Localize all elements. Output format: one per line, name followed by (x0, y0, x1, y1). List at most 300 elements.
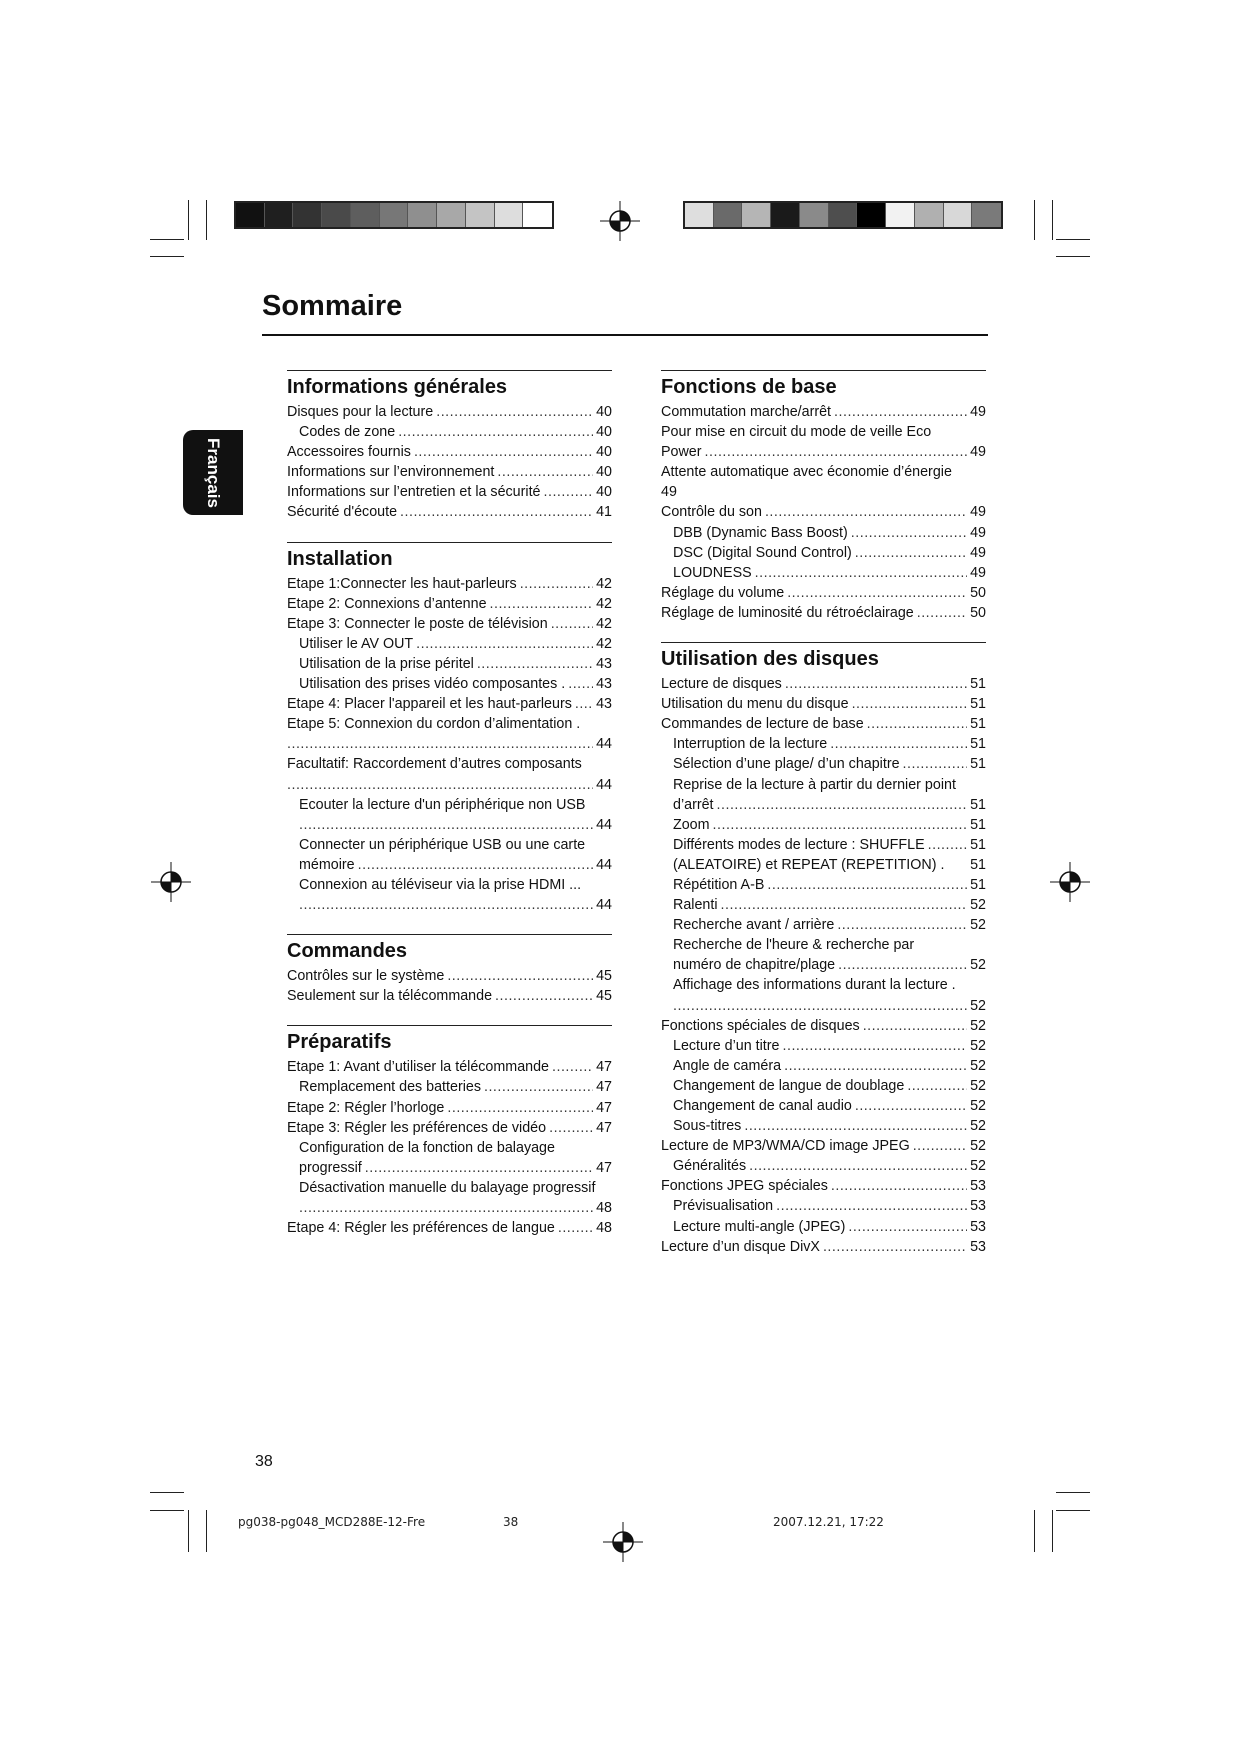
toc-entry-text: Changement de langue de doublage (673, 1077, 905, 1094)
toc-entry-page: 53 (970, 1238, 986, 1255)
toc-entry-continuation[interactable] (287, 895, 612, 915)
leader-dots (755, 563, 967, 583)
toc-section (287, 1025, 612, 1238)
leader-dots (551, 614, 593, 634)
leader-dots (477, 654, 593, 674)
toc-entry-text: progressif (299, 1159, 362, 1176)
toc-entry[interactable]: Connecter un périphérique USB ou une carte (299, 836, 586, 853)
leader-dots (544, 482, 594, 502)
leader-dots (490, 594, 594, 614)
footer-page: 38 (503, 1515, 519, 1529)
toc-entry-page: 52 (970, 1037, 986, 1054)
toc-section (287, 542, 612, 916)
leader-dots (913, 1136, 967, 1156)
toc-entry-continuation[interactable] (661, 795, 986, 815)
leader-dots (767, 875, 967, 895)
toc-entry-text: Accessoires fournis (287, 444, 411, 461)
toc-entry-page: 53 (970, 1198, 986, 1215)
toc-entry-page: 49 (970, 444, 986, 461)
color-swatch (380, 203, 409, 227)
toc-entry[interactable]: Attente automatique avec économie d’énergie (661, 464, 952, 481)
toc-entry[interactable] (661, 502, 986, 522)
toc-entry-text: mémoire (299, 856, 355, 873)
color-swatch (972, 203, 1001, 227)
toc-entry-text: d’arrêt (673, 796, 714, 813)
toc-entry-page: 51 (970, 816, 986, 833)
toc-entry-text: Commandes de lecture de base (661, 716, 864, 733)
toc-entry-page: 53 (970, 1218, 986, 1235)
toc-entry[interactable]: Affichage des informations durant la lecture . (673, 977, 956, 994)
toc-entry[interactable] (661, 915, 986, 935)
toc-entry-text: Réglage de luminosité du rétroéclairage (661, 604, 914, 621)
leader-dots (287, 775, 593, 795)
color-calibration-bar-right (683, 201, 1003, 229)
toc-entry[interactable] (661, 1096, 986, 1116)
toc-entry-text: Etape 1:Connecter les haut-parleurs (287, 575, 517, 592)
toc-entry-continuation[interactable] (287, 1198, 612, 1218)
toc-entry-page: 51 (970, 756, 986, 773)
toc-entry-continuation[interactable] (661, 996, 986, 1016)
toc-entry-continuation[interactable] (661, 442, 986, 462)
toc-entry-page: 52 (970, 1118, 986, 1135)
color-swatch (466, 203, 495, 227)
toc-entry-text: Etape 4: Régler les préférences de langue (287, 1220, 555, 1237)
leader-dots (783, 1036, 968, 1056)
leader-dots (776, 1196, 967, 1216)
leader-dots (834, 402, 967, 422)
toc-entry[interactable]: Pour mise en circuit du mode de veille Eco (661, 424, 932, 441)
toc-entry-text: Etape 1: Avant d’utiliser la télécommande (287, 1059, 550, 1076)
toc-entry[interactable] (661, 1056, 986, 1076)
toc-entry-page: 44 (596, 736, 612, 753)
toc-entry-page: 49 (970, 544, 986, 561)
toc-entry-text: DBB (Dynamic Bass Boost) (673, 524, 848, 541)
toc-entry-page: 52 (970, 917, 986, 934)
toc-entry-text: Informations sur l’environnement (287, 464, 495, 481)
toc-entry-page: 49 (970, 564, 986, 581)
leader-dots (414, 442, 593, 462)
toc-entry-page: 45 (596, 988, 612, 1005)
toc-entry[interactable] (661, 1116, 986, 1136)
toc-entry-page: 42 (596, 575, 612, 592)
toc-entry[interactable] (661, 895, 986, 915)
color-swatch (886, 203, 915, 227)
leader-dots (713, 815, 968, 835)
leader-dots (744, 1116, 967, 1136)
leader-dots (831, 1176, 967, 1196)
toc-entry[interactable] (287, 402, 612, 422)
color-calibration-bar-left (234, 201, 554, 229)
leader-dots (568, 674, 593, 694)
leader-dots (484, 1077, 593, 1097)
leader-dots (863, 1016, 967, 1036)
toc-entry-page: 52 (970, 1017, 986, 1034)
toc-entry[interactable] (661, 1016, 986, 1036)
color-swatch (944, 203, 973, 227)
crop-mark (1056, 239, 1090, 240)
toc-entry-page: 52 (970, 997, 986, 1014)
toc-entry-text: Interruption de la lecture (673, 736, 828, 753)
color-swatch (408, 203, 437, 227)
crop-mark (1056, 1492, 1090, 1493)
toc-entry-page: 51 (970, 736, 986, 753)
toc-entry[interactable] (287, 502, 612, 522)
toc-entry-page: 47 (596, 1159, 612, 1176)
toc-entry-page: 47 (596, 1079, 612, 1096)
toc-entry-text: Fonctions JPEG spéciales (661, 1178, 828, 1195)
leader-dots (830, 734, 967, 754)
toc-entry[interactable] (287, 966, 612, 986)
toc-entry-page: 42 (596, 595, 612, 612)
color-swatch (322, 203, 351, 227)
toc-section (287, 370, 612, 523)
leader-dots (907, 1076, 967, 1096)
section-heading: Fonctions de base (661, 376, 837, 398)
color-swatch (236, 203, 265, 227)
color-swatch (915, 203, 944, 227)
toc-entry-text: Lecture d’un titre (673, 1037, 780, 1054)
crop-mark (150, 239, 184, 240)
toc-entry[interactable] (287, 674, 612, 694)
registration-target-icon (600, 201, 640, 241)
crop-mark (1034, 1510, 1035, 1552)
toc-entry[interactable] (661, 1196, 986, 1216)
crop-mark (150, 256, 184, 257)
toc-entry-text: Etape 3: Régler les préférences de vidéo (287, 1119, 547, 1136)
toc-entry-text: DSC (Digital Sound Control) (673, 544, 852, 561)
color-swatch (714, 203, 743, 227)
toc-entry-page: 41 (596, 504, 612, 521)
toc-entry-text: numéro de chapitre/plage (673, 957, 836, 974)
toc-entry-text: Etape 2: Connexions d’antenne (287, 595, 487, 612)
toc-entry-page: 51 (970, 876, 986, 893)
toc-entry-page: 48 (596, 1200, 612, 1216)
crop-mark (206, 200, 207, 240)
crop-mark (1052, 200, 1053, 240)
color-swatch (495, 203, 524, 227)
toc-entry-text: Lecture d’un disque DivX (661, 1238, 820, 1255)
toc-entry[interactable]: Configuration de la fonction de balayage (299, 1139, 555, 1156)
toc-entry-page: 52 (970, 1077, 986, 1094)
toc-entry-page: 52 (970, 1057, 986, 1074)
toc-entry-page: 43 (596, 696, 612, 713)
toc-entry-text: Ralenti (673, 897, 718, 914)
language-tab (183, 430, 243, 515)
toc-entry-text: Recherche avant / arrière (673, 917, 835, 934)
toc-entry-continuation[interactable] (287, 815, 612, 835)
toc-entry-text: Utiliser le AV OUT (299, 635, 414, 652)
leader-dots (705, 442, 968, 462)
toc-entry[interactable] (661, 714, 986, 734)
toc-entry[interactable] (661, 835, 986, 855)
toc-entry[interactable] (287, 1098, 612, 1118)
toc-entry[interactable] (661, 815, 986, 835)
color-swatch (800, 203, 829, 227)
toc-entry-text: Changement de canal audio (673, 1098, 852, 1114)
toc-entry-page: 50 (970, 584, 986, 601)
toc-entry-page: 40 (596, 484, 612, 501)
toc-entry-page: 48 (596, 1220, 612, 1237)
toc-entry-text: Codes de zone (299, 424, 396, 441)
toc-entry[interactable] (661, 583, 986, 603)
color-swatch (523, 203, 552, 227)
toc-entry-page: 49 (970, 524, 986, 541)
toc-entry-page: 44 (596, 856, 612, 873)
toc-entry[interactable] (287, 442, 612, 462)
toc-entry-page: 47 (596, 1099, 612, 1116)
toc-entry[interactable] (661, 603, 986, 623)
toc-entry-page: 49 (970, 404, 986, 420)
toc-entry[interactable] (661, 694, 986, 714)
toc-entry-page: 43 (596, 655, 612, 672)
toc-entry-text: Zoom (673, 816, 710, 833)
toc-entry-text: Prévisualisation (673, 1198, 774, 1215)
toc-left-column (287, 370, 612, 1257)
color-swatch (771, 203, 800, 227)
toc-entry-page: 52 (970, 1138, 986, 1155)
toc-entry-page: 42 (596, 635, 612, 652)
toc-entry[interactable]: Etape 5: Connexion du cordon d’alimentation . (287, 716, 581, 733)
toc-entry-continuation[interactable] (287, 775, 612, 795)
color-swatch (829, 203, 858, 227)
leader-dots (558, 1218, 593, 1238)
toc-entry-text: Contrôles sur le système (287, 968, 445, 985)
toc-entry-text: Sous-titres (673, 1118, 742, 1135)
toc-entry[interactable] (661, 734, 986, 754)
toc-entry-text: Utilisation des prises vidéo composantes . (299, 676, 566, 693)
toc-entry[interactable] (661, 1176, 986, 1196)
toc-entry-page: 53 (970, 1178, 986, 1195)
toc-entry[interactable] (661, 1217, 986, 1237)
toc-entry-page: 40 (596, 424, 612, 441)
toc-entry-page: 50 (970, 604, 986, 621)
toc-entry-page: 52 (970, 957, 986, 974)
leader-dots (299, 815, 593, 835)
toc-entry-text: Différents modes de lecture : SHUFFLE (673, 836, 925, 853)
toc-entry-page: 51 (970, 676, 986, 693)
toc-section (661, 370, 986, 623)
toc-entry-text: Commutation marche/arrêt (661, 404, 832, 420)
leader-dots (837, 915, 967, 935)
leader-dots (903, 754, 968, 774)
toc-entry-text: Lecture multi-angle (JPEG) (673, 1218, 846, 1235)
toc-entry-text: Informations sur l’entretien et la sécurité (287, 484, 541, 501)
toc-entry-text: Lecture de disques (661, 676, 782, 693)
toc-entry[interactable] (287, 986, 612, 1006)
toc-entry[interactable] (661, 1136, 986, 1156)
toc-entry-text: LOUDNESS (673, 564, 752, 581)
toc-entry-page: 45 (596, 968, 612, 985)
toc-entry-page: 49 (970, 504, 986, 521)
crop-mark (206, 1510, 207, 1552)
toc-entry-continuation[interactable] (287, 1158, 612, 1178)
registration-target-icon (603, 1522, 643, 1562)
toc-entry[interactable] (661, 1076, 986, 1096)
toc-right-column (661, 370, 986, 1276)
page-number: 38 (255, 1453, 273, 1470)
leader-dots (917, 603, 967, 623)
toc-entry[interactable]: Désactivation manuelle du balayage progressif (299, 1179, 596, 1196)
toc-entry-page: 44 (596, 816, 612, 833)
toc-entry[interactable] (287, 1118, 612, 1138)
toc-entry-page: 51 (970, 716, 986, 733)
toc-entry-page: 51 (970, 796, 986, 813)
leader-dots (928, 835, 967, 855)
toc-entry[interactable] (661, 1036, 986, 1056)
leader-dots (575, 694, 593, 714)
toc-entry-page: 52 (970, 897, 986, 914)
leader-dots (784, 1056, 967, 1076)
leader-dots (549, 1118, 593, 1138)
leader-dots (552, 1057, 593, 1077)
leader-dots (721, 895, 968, 915)
toc-entry-page: 42 (596, 615, 612, 632)
section-heading: Commandes (287, 940, 408, 963)
leader-dots (299, 1198, 593, 1218)
section-heading: Informations générales (287, 376, 508, 398)
leader-dots (848, 1217, 967, 1237)
section-heading: Installation (287, 547, 393, 570)
toc-entry[interactable]: Reprise de la lecture à partir du dernier point (673, 776, 956, 793)
crop-mark (1056, 256, 1090, 257)
toc-entry-text: Angle de caméra (673, 1057, 782, 1074)
leader-dots (673, 996, 967, 1016)
toc-entry[interactable]: Connexion au téléviseur via la prise HDMI ... (299, 876, 582, 893)
registration-target-icon (151, 862, 191, 902)
registration-target-icon (1050, 862, 1090, 902)
toc-section (287, 934, 612, 1006)
toc-entry[interactable] (287, 634, 612, 654)
toc-entry[interactable] (661, 875, 986, 895)
leader-dots (358, 855, 593, 875)
toc-entry-page: 51 (970, 856, 986, 873)
toc-entry-continuation[interactable] (287, 734, 612, 754)
toc-entry[interactable]: Recherche de l'heure & recherche par (673, 937, 915, 954)
color-swatch (857, 203, 886, 227)
toc-entry-page: 40 (596, 404, 612, 420)
toc-entry[interactable] (287, 462, 612, 482)
toc-entry[interactable] (287, 574, 612, 594)
footer-date: 2007.12.21, 17:22 (773, 1515, 884, 1529)
toc-entry[interactable] (287, 654, 612, 674)
toc-entry-text: Remplacement des batteries (299, 1079, 481, 1096)
toc-entry-text: Sélection d’une plage/ d’un chapitre (673, 756, 900, 773)
crop-mark (1034, 200, 1035, 240)
toc-section (661, 642, 986, 1257)
toc-entry-text: Power (661, 444, 702, 461)
toc-entry[interactable] (287, 594, 612, 614)
toc-entry-page: 51 (970, 696, 986, 713)
toc-entry-text: Contrôle du son (661, 504, 762, 521)
crop-mark (1056, 1510, 1090, 1511)
toc-entry[interactable] (287, 1057, 612, 1077)
toc-entry[interactable] (661, 563, 986, 583)
section-heading: Utilisation des disques (661, 648, 879, 671)
toc-entry-text: Utilisation de la prise péritel (299, 655, 474, 672)
toc-entry-page: 51 (970, 836, 986, 853)
page-title: Sommaire (262, 290, 403, 322)
language-tab-label: Français (204, 437, 223, 508)
crop-mark (150, 1492, 184, 1493)
toc-entry-page: 40 (596, 464, 612, 481)
toc-entry[interactable] (287, 1218, 612, 1238)
leader-dots (497, 462, 593, 482)
leader-dots (447, 1098, 593, 1118)
leader-dots (749, 1156, 967, 1176)
toc-entry-text: Seulement sur la télécommande (287, 988, 493, 1005)
toc-entry[interactable] (287, 482, 612, 502)
toc-entry-page: 52 (970, 1098, 986, 1114)
leader-dots (495, 986, 593, 1006)
leader-dots (717, 795, 968, 815)
crop-mark (188, 1510, 189, 1552)
leader-dots (400, 502, 593, 522)
toc-entry[interactable] (661, 855, 986, 875)
color-swatch (685, 203, 714, 227)
toc-entry-text: Répétition A-B (673, 876, 765, 893)
color-swatch (265, 203, 294, 227)
leader-dots (436, 402, 593, 422)
toc-entry[interactable] (661, 674, 986, 694)
toc-entry-continuation[interactable] (661, 955, 986, 975)
toc-entry-page: 43 (596, 676, 612, 693)
leader-dots (299, 895, 593, 915)
toc-entry[interactable] (661, 1237, 986, 1257)
toc-entry[interactable]: Ecouter la lecture d'un périphérique non USB (299, 796, 586, 813)
toc-entry-text: Etape 2: Régler l’horloge (287, 1099, 445, 1116)
toc-entry-page: 47 (596, 1059, 612, 1076)
toc-entry-continuation[interactable] (287, 855, 612, 875)
leader-dots (855, 1096, 967, 1116)
leader-dots (365, 1158, 593, 1178)
toc-entry-text: Disques pour la lecture (287, 404, 434, 420)
leader-dots (851, 523, 967, 543)
toc-entry[interactable] (661, 1156, 986, 1176)
toc-entry[interactable] (287, 422, 612, 442)
crop-mark (150, 1510, 184, 1511)
leader-dots (867, 714, 967, 734)
toc-entry-text: Lecture de MP3/WMA/CD image JPEG (661, 1138, 910, 1155)
leader-dots (447, 966, 593, 986)
toc-entry[interactable] (287, 694, 612, 714)
toc-entry[interactable] (661, 754, 986, 774)
toc-entry[interactable] (661, 402, 986, 422)
toc-entry[interactable] (287, 1077, 612, 1097)
leader-dots (838, 955, 967, 975)
toc-entry[interactable] (661, 543, 986, 563)
toc-entry[interactable] (661, 523, 986, 543)
leader-dots (287, 734, 593, 754)
toc-entry-text: Fonctions spéciales de disques (661, 1017, 860, 1034)
toc-entry-page: 47 (596, 1119, 612, 1136)
leader-dots (398, 422, 593, 442)
leader-dots (852, 694, 968, 714)
color-swatch (293, 203, 322, 227)
toc-entry-page: 44 (596, 776, 612, 793)
leader-dots (855, 543, 967, 563)
color-swatch (437, 203, 466, 227)
crop-mark (188, 200, 189, 240)
toc-entry-text: Utilisation du menu du disque (661, 696, 849, 713)
toc-entry-text: Etape 3: Connecter le poste de télévision (287, 615, 548, 632)
toc-entry[interactable]: Facultatif: Raccordement d’autres composants (287, 756, 582, 773)
leader-dots (823, 1237, 967, 1257)
footer-file-name: pg038-pg048_MCD288E-12-Fre (238, 1515, 426, 1529)
title-rule (262, 334, 988, 336)
toc-entry[interactable] (287, 614, 612, 634)
section-heading: Préparatifs (287, 1031, 392, 1054)
leader-dots (520, 574, 593, 594)
